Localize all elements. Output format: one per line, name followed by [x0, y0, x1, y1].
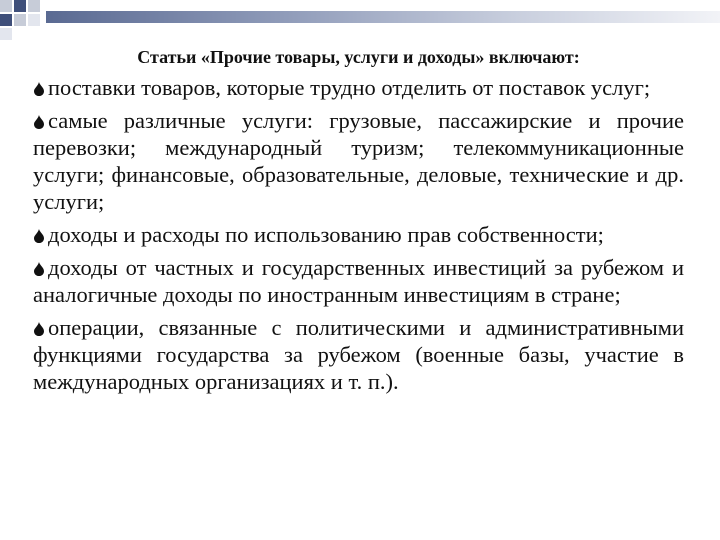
flame-bullet-icon	[33, 262, 45, 276]
list-item	[33, 254, 684, 308]
list-item	[33, 221, 684, 248]
title-gradient-bar	[46, 11, 720, 23]
list-item-text: поставки товаров, которые трудно отделить от поставок услуг;	[48, 75, 651, 100]
corner-square-decoration	[14, 14, 26, 26]
list-item	[33, 314, 684, 395]
list-item-text: самые различные услуги: грузовые, пассажирские и прочие перевозки; международный туризм; телекоммуникационные услуги; финансовые, образовательные, деловые, технические и др. услуги;	[33, 108, 684, 214]
flame-bullet-icon	[33, 322, 45, 336]
corner-square-decoration	[0, 28, 12, 40]
list-item	[33, 74, 684, 101]
slide-content	[33, 44, 684, 401]
flame-bullet-icon	[33, 82, 45, 96]
flame-bullet-icon	[33, 229, 45, 243]
list-item	[33, 107, 684, 215]
list-item-text: операции, связанные с политическими и административными функциями государства за рубежом (военные базы, участие в международных организациях и т. п.).	[33, 315, 684, 394]
corner-square-decoration	[28, 14, 40, 26]
flame-bullet-icon	[33, 115, 45, 129]
bullet-list	[33, 74, 684, 395]
corner-square-decoration	[0, 14, 12, 26]
list-item-text: доходы от частных и государственных инвестиций за рубежом и аналогичные доходы по иностранным инвестициям в стране;	[33, 255, 684, 307]
slide-heading: Статьи «Прочие товары, услуги и доходы» включают:	[137, 47, 580, 67]
corner-square-decoration	[28, 0, 40, 12]
list-item-text: доходы и расходы по использованию прав собственности;	[48, 222, 604, 247]
corner-square-decoration	[0, 0, 12, 12]
corner-square-decoration	[14, 0, 26, 12]
